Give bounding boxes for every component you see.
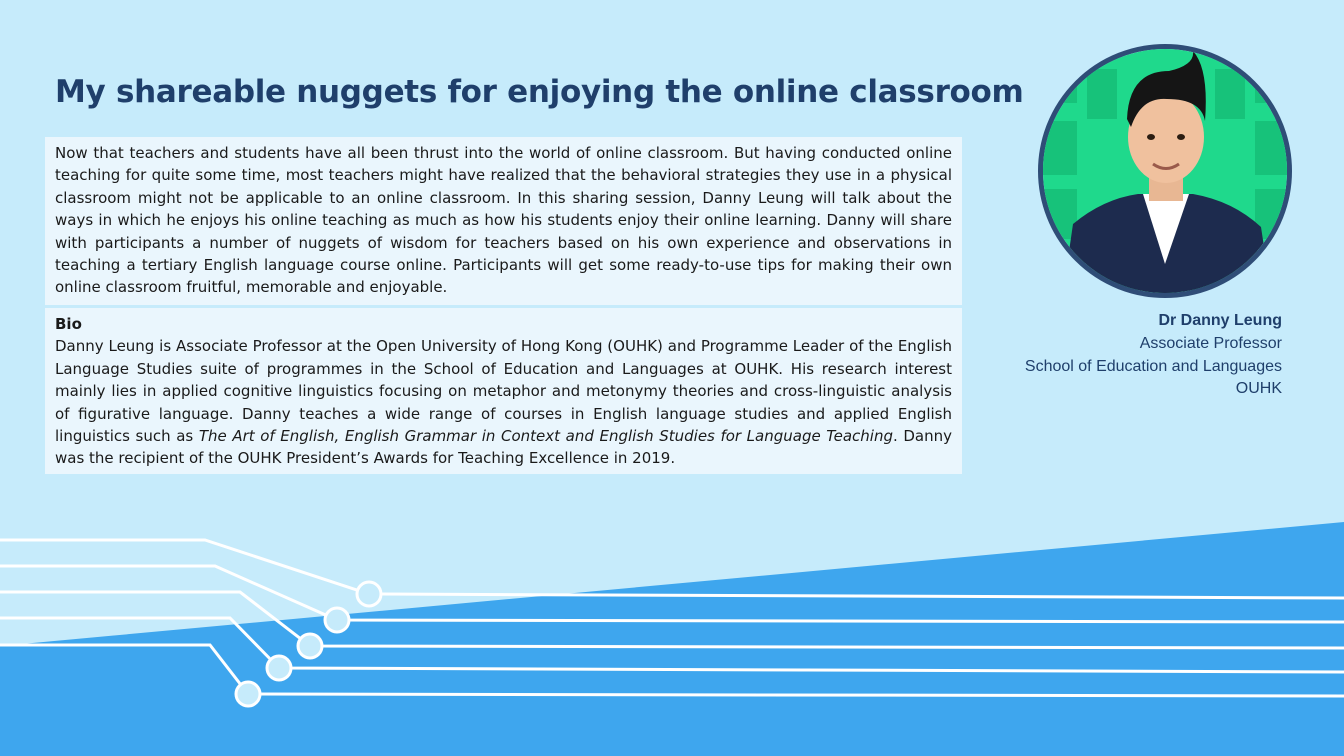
- speaker-school: School of Education and Languages: [1024, 357, 1282, 375]
- session-description-text: Now that teachers and students have all been thrust into the world of online classroom. But having conducted online teaching for quite some time, most teachers might have realized that the behavioral strategies they use in a physical classroom might not be applicable to an online classroom. In this sharing session, Danny Leung will talk about the ways in which he enjoys his online teaching as much as how his students enjoy their online learning. Danny will share with participants a number of nuggets of wisdom for teachers based on his own experience and observations in teaching a tertiary English language course online. Participants will get some ready-to-use tips for making their own online classroom fruitful, memorable and enjoyable.: [55, 144, 952, 297]
- bio-text: [55, 337, 952, 467]
- speaker-institution: OUHK: [1235, 380, 1282, 398]
- slide-title: My shareable nuggets for enjoying the online classroom: [55, 74, 1024, 110]
- speaker-position: Associate Professor: [1139, 334, 1282, 352]
- bio-text-before: Danny Leung is Associate Professor at the Open University of Hong Kong (OUHK) and Programme Leader of the English Language Studies suite of programmes in the School of Education and Languages at OUHK. His research interest mainly lies in applied cognitive linguistics focusing on metaphor and metonymy theories and cross-linguistic analysis of figurative language. Danny teaches a wide range of courses in English language studies and applied English linguistics such as: [55, 337, 952, 446]
- speaker-photo: [1038, 44, 1292, 298]
- speaker-info: [1025, 310, 1282, 401]
- blue-wave-shape: [0, 522, 1344, 756]
- session-description: [45, 137, 962, 305]
- bio-section: [45, 308, 962, 474]
- bio-courses: The Art of English, English Grammar in Context and English Studies for Language Teaching: [198, 427, 893, 446]
- speaker-name: Dr Danny Leung: [1158, 312, 1282, 329]
- bio-heading: Bio: [55, 315, 82, 333]
- bio-text-after: . Danny was the recipient of the OUHK President’s Awards for Teaching Excellence in 2019.: [55, 427, 952, 468]
- speaker-portrait: [1043, 49, 1287, 293]
